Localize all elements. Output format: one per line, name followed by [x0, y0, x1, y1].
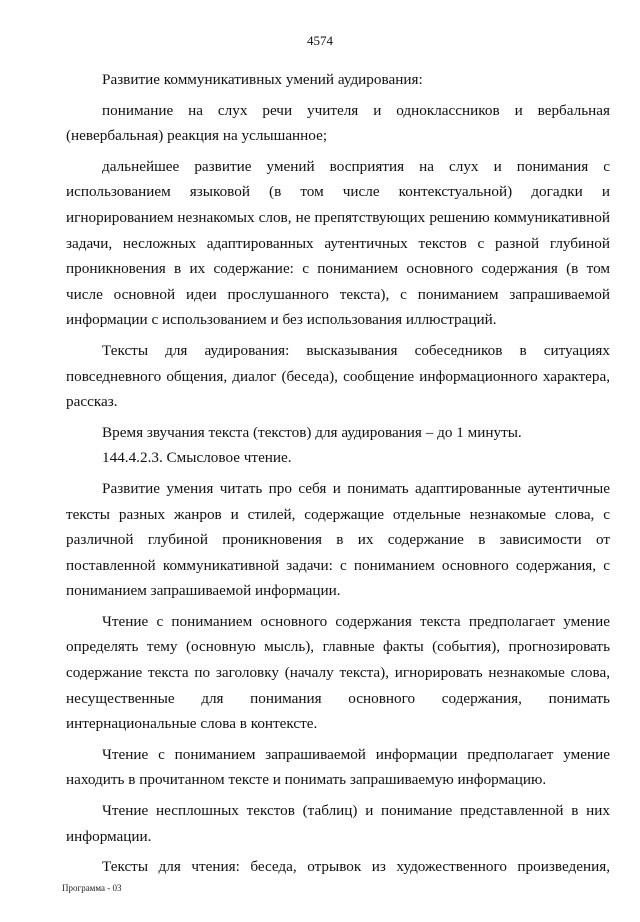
paragraph-2: понимание на слух речи учителя и одноклассников и вербальная (невербальная) реакция на услышанное; [66, 101, 610, 145]
paragraph-8: Чтение с пониманием основного содержания текста предполагает умение определять тему (основную мысль), главные факты (события), прогнозировать содержание текста по заголовку (началу текста), игнорировать незнакомые слова, несущественные для понимания основного содержания, понимать интернациональные слова в контексте. [66, 612, 610, 733]
page-number: 4574 [307, 33, 333, 48]
paragraph-7: Развитие умения читать про себя и понимать адаптированные аутентичные тексты разных жанров и стилей, содержащие отдельные незнакомые слова, с различной глубиной проникновения в их содержание в зависимости от поставленной коммуникативной задачи: с пониманием основного содержания, с пониманием запрашиваемой информации. [66, 479, 610, 600]
paragraph-4: Тексты для аудирования: высказывания собеседников в ситуациях повседневного общения, диалог (беседа), сообщение информационного характера, рассказ. [66, 341, 610, 411]
paragraph-9: Чтение с пониманием запрашиваемой информации предполагает умение находить в прочитанном тексте и понимать запрашиваемую информацию. [66, 745, 610, 789]
paragraph-1: Развитие коммуникативных умений аудирования: [102, 71, 423, 88]
paragraph-5: Время звучания текста (текстов) для аудирования – до 1 минуты. [102, 423, 522, 441]
document-body [66, 67, 610, 880]
paragraph-3: дальнейшее развитие умений восприятия на слух и понимания с использованием языковой (в том числе контекстуальной) догадки и игнорированием незнакомых слов, не препятствующих решению коммуникативной задачи, несложных адаптированных аутентичных текстов с разной глубиной проникновения в их содержание: с пониманием основного содержания (в том числе основной идеи прослушанного текста), с пониманием запрашиваемой информации с использованием и без использования иллюстраций. [66, 157, 610, 329]
footer-program-label: Программа - 03 [62, 883, 122, 893]
paragraph-11: Тексты для чтения: беседа, отрывок из художественного произведения, [102, 858, 610, 876]
section-heading: 144.4.2.3. Смысловое чтение. [102, 449, 292, 467]
paragraph-10: Чтение несплошных текстов (таблиц) и понимание представленной в них информации. [66, 802, 610, 845]
